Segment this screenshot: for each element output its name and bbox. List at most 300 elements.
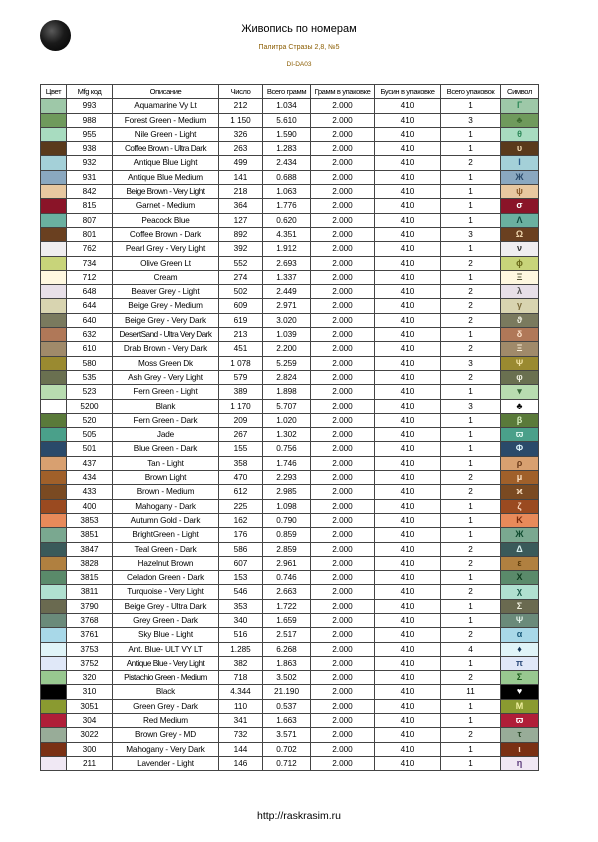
color-swatch <box>41 313 67 327</box>
grams-per-pack: 2.000 <box>311 671 375 685</box>
grams-per-pack: 2.000 <box>311 299 375 313</box>
color-swatch <box>41 442 67 456</box>
table-row <box>41 556 539 570</box>
count: 155 <box>219 442 263 456</box>
symbol: ♣ <box>501 113 539 127</box>
count: 146 <box>219 756 263 770</box>
color-swatch <box>41 671 67 685</box>
beads-per-pack: 410 <box>375 156 441 170</box>
beads-per-pack: 410 <box>375 742 441 756</box>
color-swatch <box>41 385 67 399</box>
description: Jade <box>113 428 219 442</box>
total-grams: 0.702 <box>263 742 311 756</box>
mfg-code: 932 <box>67 156 113 170</box>
color-swatch <box>41 299 67 313</box>
palette-subtitle: Палитра Стразы 2,8, №5 <box>258 44 340 51</box>
table-row <box>41 370 539 384</box>
count: 1 170 <box>219 399 263 413</box>
table-row <box>41 585 539 599</box>
symbol: Ι <box>501 156 539 170</box>
table-row <box>41 742 539 756</box>
description: Aquamarine Vy Lt <box>113 99 219 113</box>
mfg-code: 3790 <box>67 599 113 613</box>
mfg-code: 3828 <box>67 556 113 570</box>
symbol: ψ <box>501 185 539 199</box>
total-packs: 2 <box>441 342 501 356</box>
table-row <box>41 156 539 170</box>
count: 144 <box>219 742 263 756</box>
symbol: Ψ <box>501 613 539 627</box>
symbol: ♦ <box>501 642 539 656</box>
description: Cream <box>113 270 219 284</box>
grams-per-pack: 2.000 <box>311 571 375 585</box>
symbol: ρ <box>501 456 539 470</box>
total-packs: 1 <box>441 599 501 613</box>
beads-per-pack: 410 <box>375 113 441 127</box>
total-grams: 3.020 <box>263 313 311 327</box>
total-packs: 1 <box>441 213 501 227</box>
header-beads-per-pack: Бусин в упаковке <box>375 85 441 99</box>
total-grams: 1.659 <box>263 613 311 627</box>
total-grams: 6.268 <box>263 642 311 656</box>
color-swatch <box>41 270 67 284</box>
total-grams: 1.912 <box>263 242 311 256</box>
description: Lavender - Light <box>113 756 219 770</box>
symbol: Μ <box>501 699 539 713</box>
symbol: υ <box>501 142 539 156</box>
total-grams: 2.971 <box>263 299 311 313</box>
symbol: Σ <box>501 671 539 685</box>
table-row <box>41 299 539 313</box>
count: 546 <box>219 585 263 599</box>
count: 1.285 <box>219 642 263 656</box>
description: Brown - Medium <box>113 485 219 499</box>
count: 176 <box>219 528 263 542</box>
grams-per-pack: 2.000 <box>311 313 375 327</box>
color-swatch <box>41 571 67 585</box>
color-swatch <box>41 599 67 613</box>
description: Coffee Brown - Ultra Dark <box>113 142 219 156</box>
total-packs: 2 <box>441 256 501 270</box>
mfg-code: 3051 <box>67 699 113 713</box>
mfg-code: 300 <box>67 742 113 756</box>
color-swatch <box>41 413 67 427</box>
total-packs: 1 <box>441 613 501 627</box>
symbol: Λ <box>501 213 539 227</box>
total-grams: 5.259 <box>263 356 311 370</box>
grams-per-pack: 2.000 <box>311 170 375 184</box>
mfg-code: 505 <box>67 428 113 442</box>
symbol: Σ <box>501 599 539 613</box>
grams-per-pack: 2.000 <box>311 385 375 399</box>
beads-per-pack: 410 <box>375 442 441 456</box>
mfg-code: 3753 <box>67 642 113 656</box>
total-packs: 2 <box>441 299 501 313</box>
table-row <box>41 513 539 527</box>
color-swatch <box>41 356 67 370</box>
table-row <box>41 328 539 342</box>
total-grams: 1.302 <box>263 428 311 442</box>
color-swatch <box>41 127 67 141</box>
total-packs: 1 <box>441 442 501 456</box>
description: Nile Green - Light <box>113 127 219 141</box>
symbol: Δ <box>501 542 539 556</box>
beads-per-pack: 410 <box>375 270 441 284</box>
description: Brown Grey - MD <box>113 728 219 742</box>
total-grams: 1.034 <box>263 99 311 113</box>
total-grams: 2.449 <box>263 285 311 299</box>
symbol: μ <box>501 471 539 485</box>
description: Garnet - Medium <box>113 199 219 213</box>
beads-per-pack: 410 <box>375 485 441 499</box>
table-row <box>41 256 539 270</box>
grams-per-pack: 2.000 <box>311 656 375 670</box>
beads-per-pack: 410 <box>375 356 441 370</box>
description: Fern Green - Dark <box>113 413 219 427</box>
mfg-code: 955 <box>67 127 113 141</box>
beads-per-pack: 410 <box>375 170 441 184</box>
total-grams: 2.824 <box>263 370 311 384</box>
mfg-code: 3761 <box>67 628 113 642</box>
table-row <box>41 628 539 642</box>
color-swatch <box>41 170 67 184</box>
total-packs: 1 <box>441 199 501 213</box>
color-swatch <box>41 185 67 199</box>
total-grams: 2.961 <box>263 556 311 570</box>
total-packs: 2 <box>441 628 501 642</box>
description: Mahogany - Dark <box>113 499 219 513</box>
grams-per-pack: 2.000 <box>311 399 375 413</box>
table-row <box>41 728 539 742</box>
count: 364 <box>219 199 263 213</box>
total-packs: 2 <box>441 728 501 742</box>
symbol: Ξ <box>501 342 539 356</box>
mfg-code: 3815 <box>67 571 113 585</box>
total-packs: 2 <box>441 485 501 499</box>
total-packs: 1 <box>441 513 501 527</box>
total-grams: 1.898 <box>263 385 311 399</box>
count: 162 <box>219 513 263 527</box>
mfg-code: 988 <box>67 113 113 127</box>
grams-per-pack: 2.000 <box>311 242 375 256</box>
symbol: ϖ <box>501 714 539 728</box>
table-row <box>41 699 539 713</box>
table-row <box>41 270 539 284</box>
count: 732 <box>219 728 263 742</box>
grams-per-pack: 2.000 <box>311 742 375 756</box>
total-grams: 0.790 <box>263 513 311 527</box>
mfg-code: 520 <box>67 413 113 427</box>
beads-per-pack: 410 <box>375 728 441 742</box>
mfg-code: 712 <box>67 270 113 284</box>
count: 619 <box>219 313 263 327</box>
beads-per-pack: 410 <box>375 313 441 327</box>
symbol: π <box>501 656 539 670</box>
description: Pearl Grey - Very Light <box>113 242 219 256</box>
mfg-code: 815 <box>67 199 113 213</box>
total-packs: 1 <box>441 242 501 256</box>
mfg-code: 400 <box>67 499 113 513</box>
mfg-code: 3811 <box>67 585 113 599</box>
beads-per-pack: 410 <box>375 142 441 156</box>
header-symbol: Символ <box>501 85 539 99</box>
beads-per-pack: 410 <box>375 456 441 470</box>
description: Fern Green - Light <box>113 385 219 399</box>
description: Mahogany - Very Dark <box>113 742 219 756</box>
table-row <box>41 671 539 685</box>
palette-table <box>40 84 539 771</box>
description: Blank <box>113 399 219 413</box>
mfg-code: 938 <box>67 142 113 156</box>
beads-per-pack: 410 <box>375 370 441 384</box>
grams-per-pack: 2.000 <box>311 428 375 442</box>
table-row <box>41 685 539 699</box>
total-packs: 2 <box>441 542 501 556</box>
mfg-code: 3768 <box>67 613 113 627</box>
table-row <box>41 613 539 627</box>
color-swatch <box>41 256 67 270</box>
table-row <box>41 413 539 427</box>
color-swatch <box>41 471 67 485</box>
grams-per-pack: 2.000 <box>311 613 375 627</box>
color-swatch <box>41 113 67 127</box>
total-grams: 5.610 <box>263 113 311 127</box>
beads-per-pack: 410 <box>375 199 441 213</box>
total-packs: 1 <box>441 127 501 141</box>
symbol: Г <box>501 99 539 113</box>
table-row <box>41 471 539 485</box>
mfg-code: 993 <box>67 99 113 113</box>
total-grams: 1.337 <box>263 270 311 284</box>
color-swatch <box>41 99 67 113</box>
grams-per-pack: 2.000 <box>311 270 375 284</box>
table-row <box>41 142 539 156</box>
grams-per-pack: 2.000 <box>311 442 375 456</box>
mfg-code: 3851 <box>67 528 113 542</box>
description: Ant. Blue- ULT VY LT <box>113 642 219 656</box>
description: Beige Grey - Ultra Dark <box>113 599 219 613</box>
table-row <box>41 342 539 356</box>
total-grams: 3.571 <box>263 728 311 742</box>
table-row <box>41 399 539 413</box>
beads-per-pack: 410 <box>375 99 441 113</box>
mfg-code: 580 <box>67 356 113 370</box>
grams-per-pack: 2.000 <box>311 642 375 656</box>
grams-per-pack: 2.000 <box>311 599 375 613</box>
mfg-code: 644 <box>67 299 113 313</box>
beads-per-pack: 410 <box>375 756 441 770</box>
color-swatch <box>41 142 67 156</box>
mfg-code: 535 <box>67 370 113 384</box>
beads-per-pack: 410 <box>375 299 441 313</box>
color-swatch <box>41 756 67 770</box>
description: Grey Green - Dark <box>113 613 219 627</box>
total-packs: 2 <box>441 585 501 599</box>
total-grams: 2.293 <box>263 471 311 485</box>
total-grams: 1.776 <box>263 199 311 213</box>
total-grams: 0.859 <box>263 528 311 542</box>
total-packs: 1 <box>441 428 501 442</box>
total-grams: 0.756 <box>263 442 311 456</box>
count: 718 <box>219 671 263 685</box>
beads-per-pack: 410 <box>375 671 441 685</box>
color-swatch <box>41 156 67 170</box>
symbol: Χ <box>501 571 539 585</box>
count: 209 <box>219 413 263 427</box>
total-grams: 0.537 <box>263 699 311 713</box>
color-swatch <box>41 399 67 413</box>
beads-per-pack: 410 <box>375 428 441 442</box>
grams-per-pack: 2.000 <box>311 99 375 113</box>
symbol: ▾ <box>501 385 539 399</box>
total-packs: 1 <box>441 742 501 756</box>
description: Moss Green Dk <box>113 356 219 370</box>
total-packs: 3 <box>441 356 501 370</box>
table-row <box>41 99 539 113</box>
total-packs: 2 <box>441 156 501 170</box>
grams-per-pack: 2.000 <box>311 256 375 270</box>
symbol: ϕ <box>501 256 539 270</box>
mfg-code: 648 <box>67 285 113 299</box>
description: Pistachio Green - Medium <box>113 671 219 685</box>
beads-per-pack: 410 <box>375 714 441 728</box>
symbol: ε <box>501 556 539 570</box>
color-swatch <box>41 613 67 627</box>
total-packs: 1 <box>441 756 501 770</box>
grams-per-pack: 2.000 <box>311 556 375 570</box>
symbol: Ξ <box>501 270 539 284</box>
count: 141 <box>219 170 263 184</box>
header-total-packs: Всего упаковок <box>441 85 501 99</box>
beads-per-pack: 410 <box>375 213 441 227</box>
symbol: ϖ <box>501 428 539 442</box>
description: Peacock Blue <box>113 213 219 227</box>
mfg-code: 807 <box>67 213 113 227</box>
total-packs: 1 <box>441 571 501 585</box>
color-swatch <box>41 428 67 442</box>
total-packs: 2 <box>441 471 501 485</box>
table-row <box>41 385 539 399</box>
table-row <box>41 242 539 256</box>
description: Beige Grey - Medium <box>113 299 219 313</box>
symbol: β <box>501 413 539 427</box>
color-swatch <box>41 499 67 513</box>
count: 389 <box>219 385 263 399</box>
description: Teal Green - Dark <box>113 542 219 556</box>
mfg-code: 3847 <box>67 542 113 556</box>
symbol: ζ <box>501 499 539 513</box>
beads-per-pack: 410 <box>375 613 441 627</box>
grams-per-pack: 2.000 <box>311 728 375 742</box>
footer-url[interactable]: http://raskrasim.ru <box>256 810 342 822</box>
mfg-code: 3752 <box>67 656 113 670</box>
description: Forest Green - Medium <box>113 113 219 127</box>
header-total-grams: Всего грамм <box>263 85 311 99</box>
beads-per-pack: 410 <box>375 127 441 141</box>
total-packs: 1 <box>441 699 501 713</box>
table-row <box>41 656 539 670</box>
total-packs: 1 <box>441 170 501 184</box>
table-row <box>41 442 539 456</box>
mfg-code: 437 <box>67 456 113 470</box>
count: 326 <box>219 127 263 141</box>
description: Hazelnut Brown <box>113 556 219 570</box>
color-swatch <box>41 513 67 527</box>
symbol: Ψ <box>501 356 539 370</box>
count: 451 <box>219 342 263 356</box>
total-packs: 3 <box>441 113 501 127</box>
table-row <box>41 571 539 585</box>
grams-per-pack: 2.000 <box>311 113 375 127</box>
grams-per-pack: 2.000 <box>311 471 375 485</box>
description: BrightGreen - Light <box>113 528 219 542</box>
symbol: Κ <box>501 513 539 527</box>
description: Green Grey - Dark <box>113 699 219 713</box>
beads-per-pack: 410 <box>375 285 441 299</box>
grams-per-pack: 2.000 <box>311 699 375 713</box>
description: Antique Blue - Very Light <box>113 656 219 670</box>
total-grams: 1.283 <box>263 142 311 156</box>
beads-per-pack: 410 <box>375 256 441 270</box>
grams-per-pack: 2.000 <box>311 628 375 642</box>
beads-per-pack: 410 <box>375 556 441 570</box>
table-row <box>41 170 539 184</box>
table-row <box>41 356 539 370</box>
color-swatch <box>41 285 67 299</box>
total-packs: 1 <box>441 328 501 342</box>
color-swatch <box>41 242 67 256</box>
beads-per-pack: 410 <box>375 571 441 585</box>
grams-per-pack: 2.000 <box>311 199 375 213</box>
total-grams: 5.707 <box>263 399 311 413</box>
grams-per-pack: 2.000 <box>311 328 375 342</box>
beads-per-pack: 410 <box>375 385 441 399</box>
table-row <box>41 599 539 613</box>
total-packs: 3 <box>441 227 501 241</box>
total-grams: 2.517 <box>263 628 311 642</box>
count: 225 <box>219 499 263 513</box>
mfg-code: 211 <box>67 756 113 770</box>
table-row <box>41 313 539 327</box>
count: 470 <box>219 471 263 485</box>
beads-per-pack: 410 <box>375 499 441 513</box>
beads-per-pack: 410 <box>375 413 441 427</box>
grams-per-pack: 2.000 <box>311 127 375 141</box>
count: 110 <box>219 699 263 713</box>
color-swatch <box>41 485 67 499</box>
mfg-code: 610 <box>67 342 113 356</box>
total-packs: 1 <box>441 499 501 513</box>
mfg-code: 640 <box>67 313 113 327</box>
total-grams: 2.859 <box>263 542 311 556</box>
grams-per-pack: 2.000 <box>311 513 375 527</box>
table-row <box>41 456 539 470</box>
grams-per-pack: 2.000 <box>311 156 375 170</box>
mfg-code: 320 <box>67 671 113 685</box>
description: Turquoise - Very Light <box>113 585 219 599</box>
beads-per-pack: 410 <box>375 227 441 241</box>
total-grams: 1.722 <box>263 599 311 613</box>
count: 341 <box>219 714 263 728</box>
table-header-row <box>41 85 539 99</box>
mfg-code: 931 <box>67 170 113 184</box>
total-grams: 0.620 <box>263 213 311 227</box>
table-row <box>41 428 539 442</box>
count: 516 <box>219 628 263 642</box>
table-row <box>41 528 539 542</box>
total-packs: 2 <box>441 671 501 685</box>
mfg-code: 842 <box>67 185 113 199</box>
